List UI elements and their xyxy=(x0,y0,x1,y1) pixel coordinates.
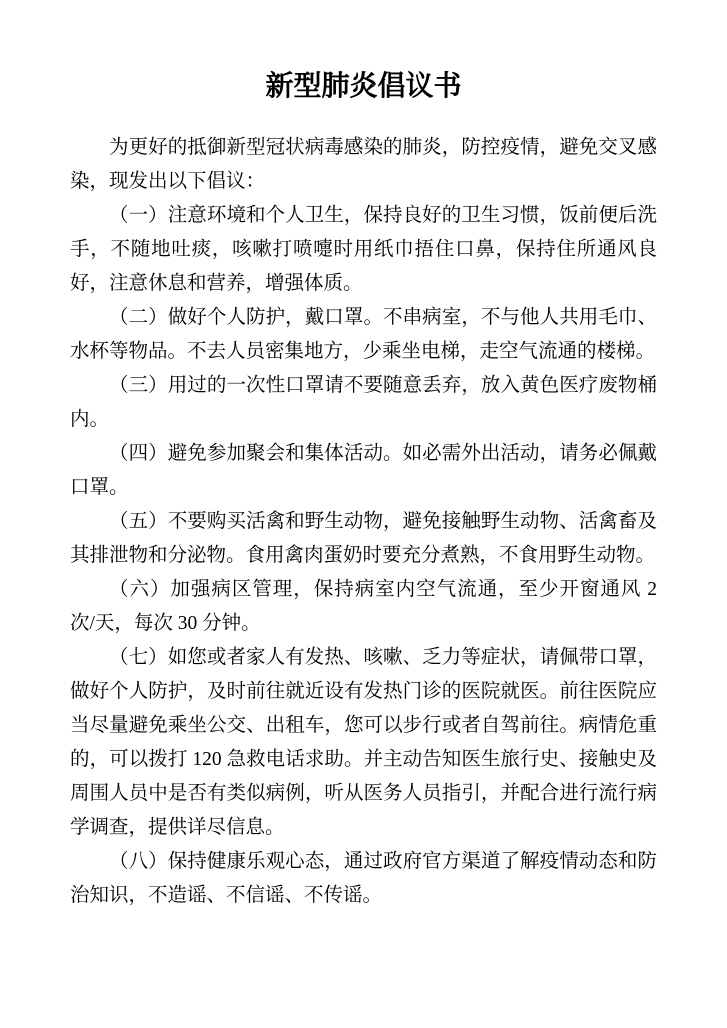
document-title: 新型肺炎倡议书 xyxy=(265,71,462,102)
proposal-item-5: （五）不要购买活禽和野生动物，避免接触野生动物、活禽畜及其排泄物和分泌物。食用禽肉蛋奶时要充分煮熟，不食用野生动物。 xyxy=(70,511,657,566)
proposal-item-1: （一）注意环境和个人卫生，保持良好的卫生习惯，饭前便后洗手，不随地吐痰，咳嗽打喷嚏时用纸巾捂住口鼻，保持住所通风良好，注意休息和营养，增强体质。 xyxy=(70,205,657,294)
proposal-item-2: （二）做好个人防护，戴口罩。不串病室，不与他人共用毛巾、水杯等物品。不去人员密集地方，少乘坐电梯，走空气流通的楼梯。 xyxy=(70,307,657,362)
intro-paragraph: 为更好的抵御新型冠状病毒感染的肺炎，防控疫情，避免交叉感染，现发出以下倡议： xyxy=(70,137,657,192)
proposal-item-3: （三）用过的一次性口罩请不要随意丢弃，放入黄色医疗废物桶内。 xyxy=(70,375,657,430)
proposal-item-4: （四）避免参加聚会和集体活动。如必需外出活动，请务必佩戴口罩。 xyxy=(70,443,657,498)
proposal-item-6: （六）加强病区管理，保持病室内空气流通，至少开窗通风 2 次/天，每次 30 分钟。 xyxy=(70,579,657,634)
proposal-item-7: （七）如您或者家人有发热、咳嗽、乏力等症状，请佩带口罩，做好个人防护，及时前往就近设有发热门诊的医院就医。前往医院应当尽量避免乘坐公交、出租车，您可以步行或者自驾前往。病情危重的，可以拨打 120 急救电话求助。并主动告知医生旅行史、接触史及周围人员中是否有类似病例，听从医务人员指引，并配合进行流行病学调查，提供详尽信息。 xyxy=(70,647,657,838)
proposal-item-8: （八）保持健康乐观心态，通过政府官方渠道了解疫情动态和防治知识，不造谣、不信谣、不传谣。 xyxy=(70,851,657,906)
